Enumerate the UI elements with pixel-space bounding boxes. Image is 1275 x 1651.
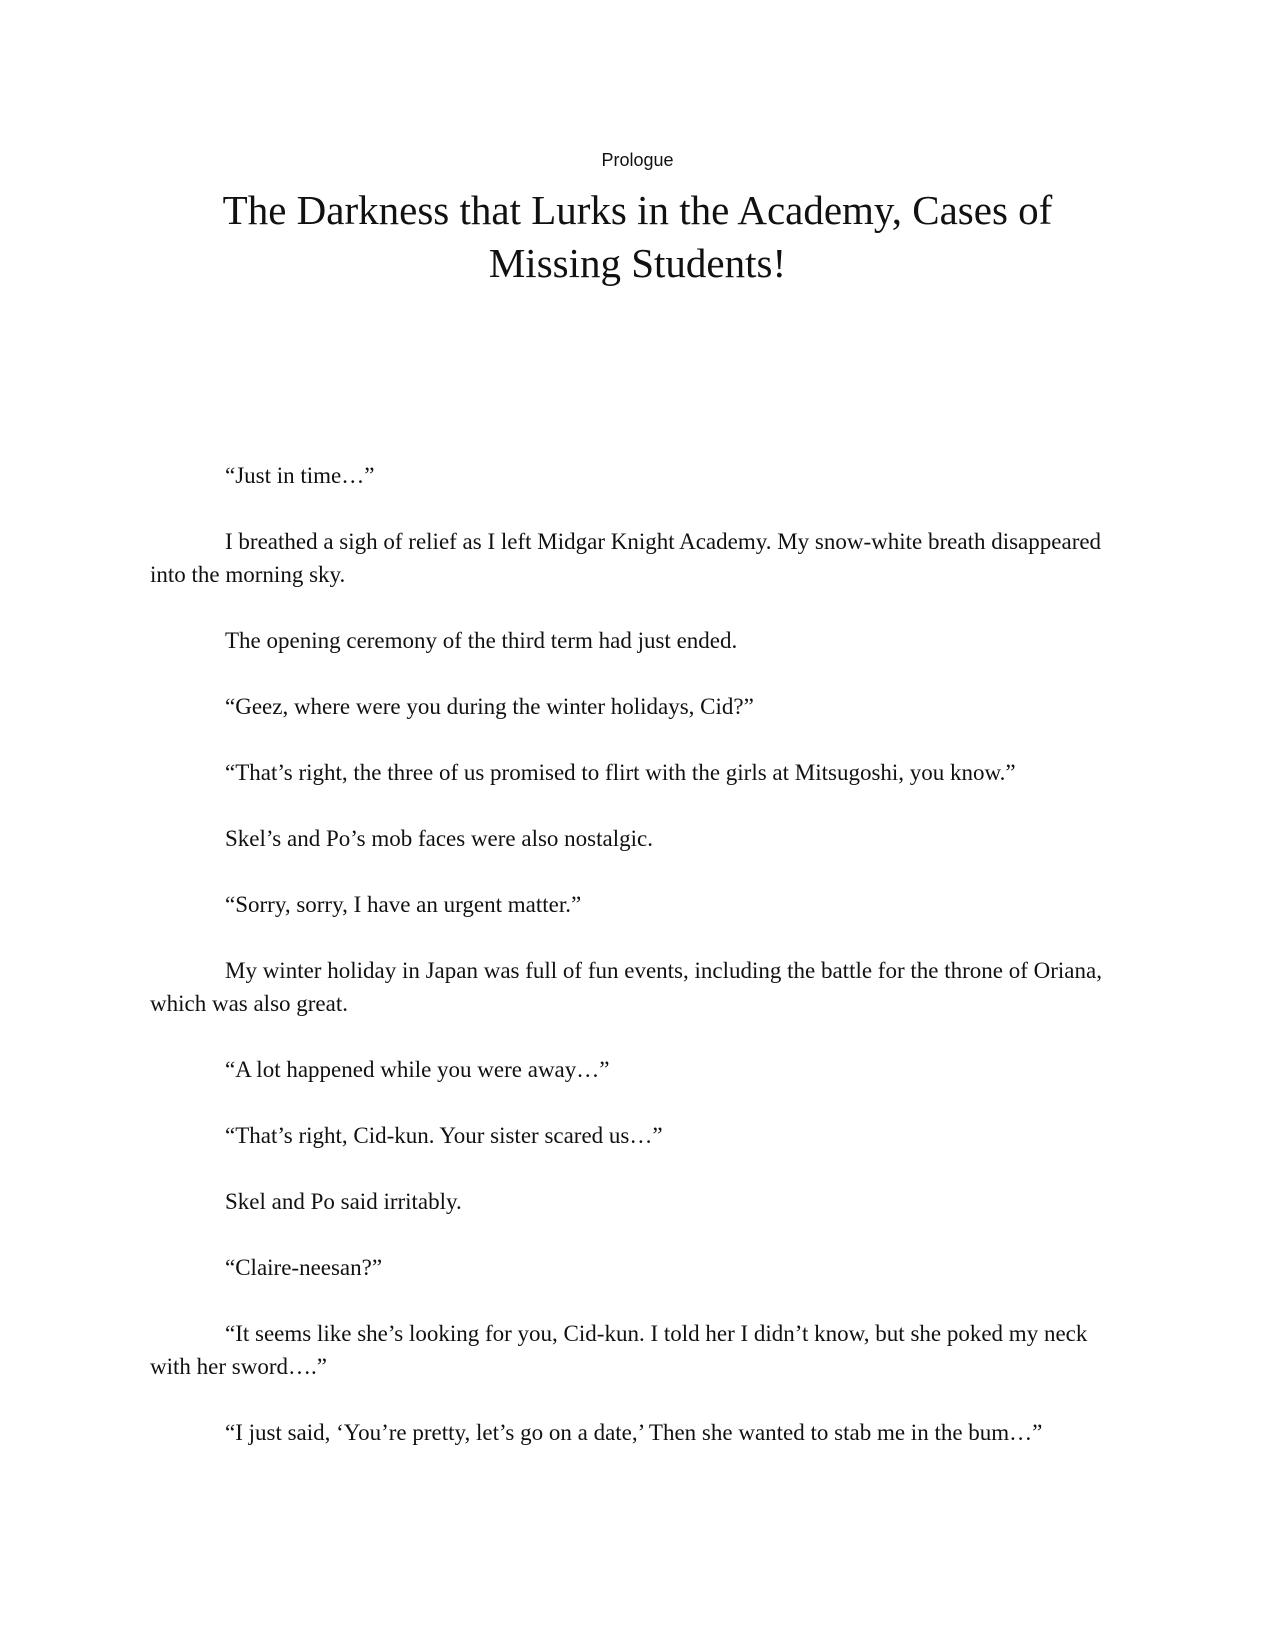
paragraph: “That’s right, the three of us promised to flirt with the girls at Mitsugoshi, you know.” bbox=[225, 760, 1016, 785]
paragraph: “A lot happened while you were away…” bbox=[225, 1057, 610, 1082]
chapter-label: Prologue bbox=[601, 150, 674, 170]
paragraph: “Sorry, sorry, I have an urgent matter.” bbox=[225, 892, 582, 917]
paragraph: “That’s right, Cid-kun. Your sister scared us…” bbox=[225, 1123, 663, 1148]
paragraph: Skel and Po said irritably. bbox=[225, 1189, 462, 1214]
paragraph: Skel’s and Po’s mob faces were also nostalgic. bbox=[225, 826, 653, 851]
paragraph: “Geez, where were you during the winter holidays, Cid?” bbox=[225, 694, 754, 719]
paragraph: “Claire-neesan?” bbox=[225, 1255, 383, 1280]
body-text bbox=[150, 459, 1120, 1482]
paragraph: The opening ceremony of the third term had just ended. bbox=[225, 628, 738, 653]
paragraph: “I just said, ‘You’re pretty, let’s go on a date,’ Then she wanted to stab me in the bum…” bbox=[225, 1420, 1043, 1445]
paragraph: My winter holiday in Japan was full of fun events, including the battle for the throne of Oriana, which was also great. bbox=[150, 958, 1102, 1016]
chapter-title: The Darkness that Lurks in the Academy, Cases of Missing Students! bbox=[222, 187, 1053, 286]
paragraph: “It seems like she’s looking for you, Cid-kun. I told her I didn’t know, but she poked my neck with her sword….” bbox=[150, 1321, 1088, 1379]
paragraph: “Just in time…” bbox=[225, 463, 375, 488]
paragraph: I breathed a sigh of relief as I left Midgar Knight Academy. My snow-white breath disappeared into the morning sky. bbox=[150, 529, 1102, 587]
